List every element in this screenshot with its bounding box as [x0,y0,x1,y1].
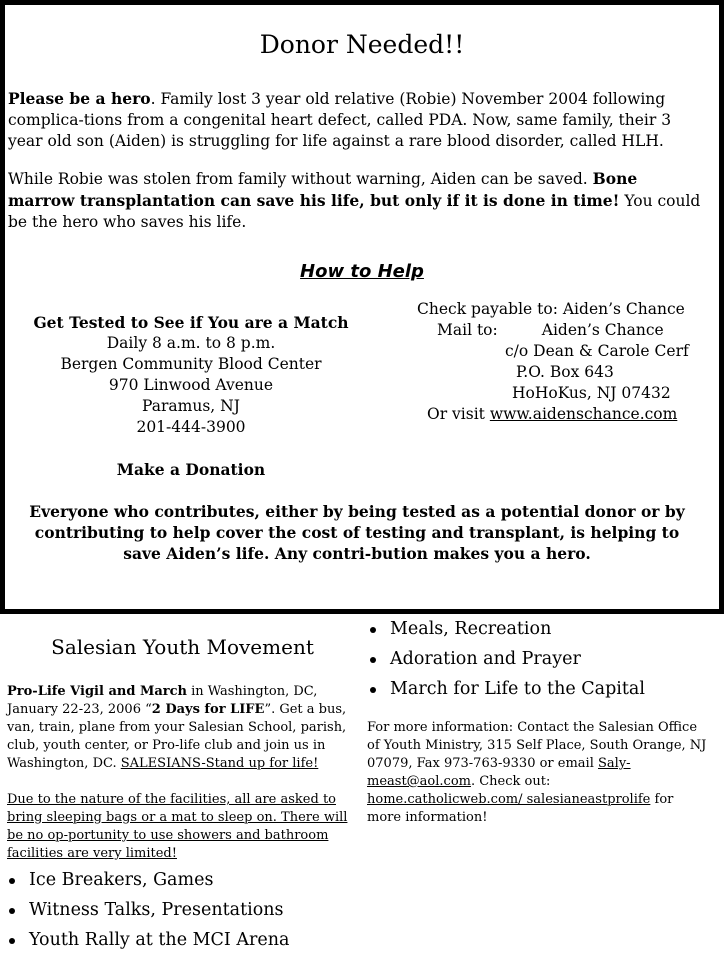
bullet-icon [9,908,15,914]
appeal-bold: Bone marrow transplantation can save his life, but only if it is done in time! [8,169,638,210]
email-link[interactable]: Saly-meast@aol.com [367,756,631,789]
vigil-text-2: ”. Get a bus, van, train, plane from your Salesian School, parish, club, youth center, or Pro-life club and join us in Washington, DC. [7,702,347,771]
list-item [6,895,289,925]
list-item-label: Youth Rally at the MCI Arena [29,930,290,950]
test-line: 970 Linwood Avenue [108,376,274,394]
mail-label: Mail to: [437,321,498,339]
visit-line [405,404,705,425]
check-line: Check payable to: Aiden’s Chance [417,300,685,318]
list-item [367,674,645,704]
list-item-label: Ice Breakers, Games [29,870,214,890]
closing-paragraph: Everyone who contributes, either by being tested as a potential donor or by contributing to help cover the cost of testing and transplant, is helping to save Aiden’s life. Any contri-bution makes you a hero. [29,502,685,563]
test-line: Daily 8 a.m. to 8 p.m. [106,334,276,352]
bullet-icon [370,657,376,663]
hero-lead: Please be a hero [8,89,151,108]
test-line: Bergen Community Blood Center [60,355,322,373]
intro-paragraph [8,88,702,152]
sym-title: Salesian Youth Movement [51,635,314,659]
mail-address-line: c/o Dean & Carole Cerf [505,342,689,360]
info-end: for more information! [367,792,674,825]
appeal-paragraph [8,168,702,233]
list-item-label: Adoration and Prayer [390,649,581,669]
mail-address-line: HoHoKus, NJ 07432 [512,384,671,402]
website-link[interactable]: www.aidenschance.com [489,405,678,423]
vigil-bold: Pro-Life Vigil and March [7,684,187,699]
info-text: For more information: Contact the Salesian Office of Youth Ministry, 315 Self Place, South Orange, NJ 07079, Fax 973-763-9330 or email [367,720,707,771]
intro-text: . Family lost 3 year old relative (Robie) November 2004 following complica-tions from a congenital heart defect, called PDA. Now, same family, their 3 year old son (Aiden) is struggling for life against a rare blood disorder, called HLH. [8,90,672,150]
vigil-paragraph [7,683,354,773]
donation-heading: Make a Donation [116,460,266,479]
mail-line [405,320,705,341]
donation-info [405,299,705,425]
testing-info [24,312,358,480]
vigil-text: in Washington, DC, January 22-23, 2006 “ [7,684,318,717]
mail-name: Aiden’s Chance [541,321,664,339]
facilities-note: Due to the nature of the facilities, all are asked to bring sleeping bags or a mat to sleep on. There will be no op-portunity to use showers and bathroom facilities are very limited! [7,792,348,861]
list-item [367,644,645,674]
salesians-link[interactable]: SALESIANS-Stand up for life! [120,756,319,771]
flyer-title: Donor Needed!! [259,30,465,59]
list-item-label: Witness Talks, Presentations [29,900,284,920]
bullet-icon [370,627,376,633]
bullet-icon [9,878,15,884]
list-item [6,925,289,955]
test-heading: Get Tested to See if You are a Match [33,313,349,332]
activity-list-left [6,865,289,955]
appeal-start: While Robie was stolen from family without warning, Aiden can be saved. [8,170,593,188]
mail-address-line: P.O. Box 643 [516,363,614,381]
catholicweb-link[interactable]: home.catholicweb.com/ salesianeastprolife [367,792,651,807]
list-item-label: March for Life to the Capital [390,679,645,699]
how-to-help-heading: How to Help [300,261,424,282]
list-item [6,865,289,895]
test-line: Paramus, NJ [142,397,240,415]
contact-info [367,719,707,827]
vigil-event-name: 2 Days for LIFE [151,702,265,717]
info-mid: . Check out: [470,774,551,789]
test-line: 201-444-3900 [136,418,246,436]
list-item [367,614,645,644]
activity-list-right [367,614,645,704]
visit-text: Or visit [427,405,490,423]
list-item-label: Meals, Recreation [390,619,552,639]
bullet-icon [9,938,15,944]
bullet-icon [370,687,376,693]
appeal-end: You could be the hero who saves his life. [8,192,701,231]
